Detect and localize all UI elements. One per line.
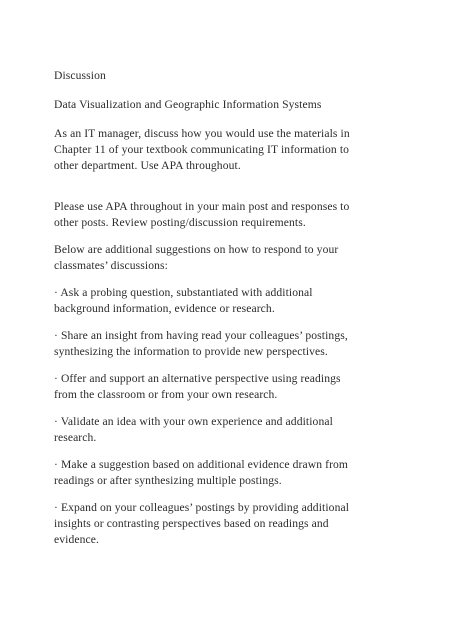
suggestion-item: · Offer and support an alternative perspective using readings from the classroom or from your own research. [54,372,341,401]
discussion-prompt: As an IT manager, discuss how you would use the materials in Chapter 11 of your textbook communicating IT information to other department. Use APA throughout. [54,127,350,172]
suggestion-item: · Ask a probing question, substantiated with additional background information, evidence or research. [54,286,313,315]
suggestion-item: · Share an insight from having read your colleagues’ postings, synthesizing the information to provide new perspectives. [54,329,348,358]
suggestion-item: · Expand on your colleagues’ postings by providing additional insights or contrasting perspectives based on readings and evidence. [54,501,350,546]
apa-note: Please use APA throughout in your main post and responses to other posts. Review posting/discussion requirements. [54,200,350,229]
suggestions-intro: Below are additional suggestions on how to respond to your classmates’ discussions: [54,243,339,272]
document-heading: Discussion [54,69,106,82]
document-subject: Data Visualization and Geographic Information Systems [54,98,322,111]
suggestion-item: · Validate an idea with your own experience and additional research. [54,415,333,444]
suggestion-item: · Make a suggestion based on additional evidence drawn from readings or after synthesizing multiple postings. [54,458,349,487]
